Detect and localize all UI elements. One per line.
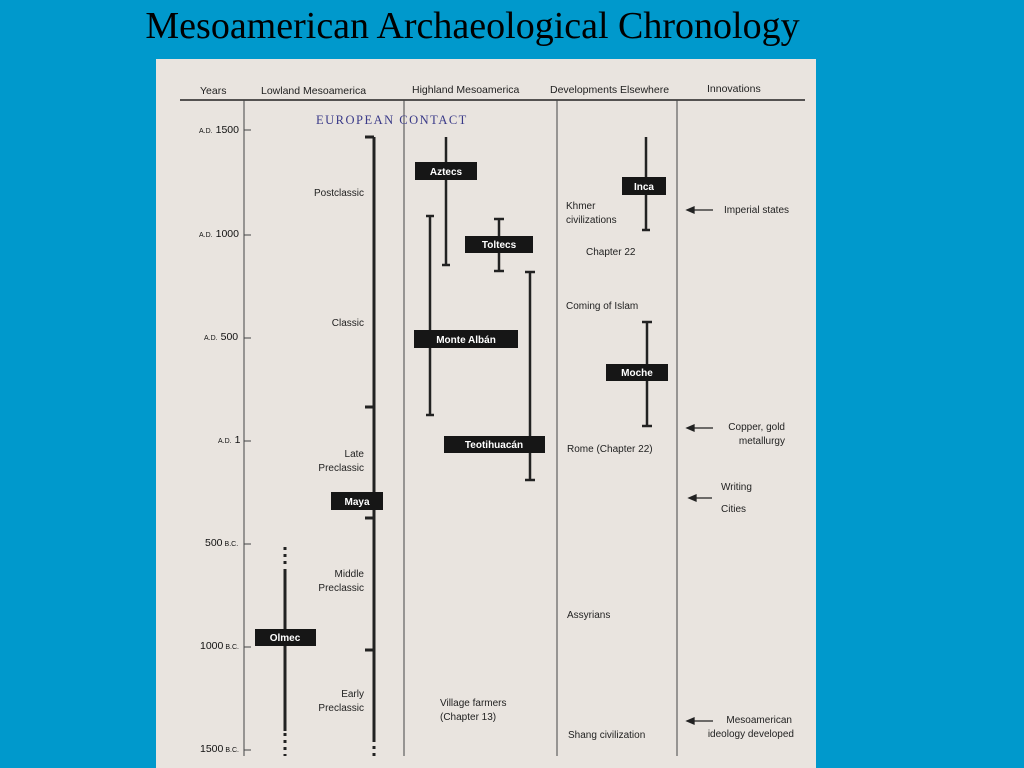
innovation-copper [728, 422, 785, 447]
svg-text:Mesoamerican: Mesoamerican [726, 715, 792, 726]
culture-box-moche [606, 364, 668, 381]
svg-text:Olmec: Olmec [269, 633, 301, 644]
year-1000ad [199, 228, 251, 240]
header-lowland: Lowland Mesoamerica [261, 85, 367, 97]
chronology-diagram [156, 59, 816, 768]
shang-label: Shang civilization [568, 730, 646, 741]
header-years: Years [200, 85, 227, 97]
svg-text:Preclassic: Preclassic [318, 583, 364, 594]
svg-text:Aztecs: Aztecs [429, 167, 463, 178]
svg-text:civilizations: civilizations [566, 215, 617, 226]
innovation-writing: Writing [721, 482, 752, 493]
period-classic: Classic [331, 318, 364, 329]
chronology-chart [156, 59, 816, 768]
arrow-imperial [687, 207, 713, 213]
svg-text:1500B.C.: 1500 B.C. [200, 743, 239, 755]
period-middle-preclassic [318, 569, 364, 594]
year-1500ad [199, 124, 251, 136]
svg-text:Preclassic: Preclassic [318, 463, 364, 474]
culture-box-toltecs [465, 236, 533, 253]
period-postclassic: Postclassic [313, 188, 364, 199]
period-early-preclassic [318, 689, 364, 714]
svg-text:A.D.1500: A.D. 1500 [199, 124, 239, 136]
svg-text:(Chapter 13): (Chapter 13) [440, 712, 497, 723]
lowland-period-line [365, 137, 374, 756]
culture-box-maya [331, 492, 383, 510]
period-late-preclassic [318, 449, 364, 474]
slide-title: Mesoamerican Archaeological Chronology [145, 5, 800, 47]
culture-box-monte-alban [414, 330, 518, 348]
svg-text:A.D.1: A.D. 1 [218, 434, 241, 446]
svg-text:500B.C.: 500 B.C. [205, 537, 239, 549]
svg-text:Khmer: Khmer [566, 201, 596, 212]
innovation-ideology [708, 715, 794, 740]
chapter22-label: Chapter 22 [586, 247, 636, 258]
european-contact-label: EUROPEAN CONTACT [316, 113, 468, 127]
culture-box-aztecs [415, 162, 477, 180]
assyrians-label: Assyrians [567, 610, 611, 621]
year-1000bc [200, 640, 251, 652]
culture-box-inca [622, 177, 666, 195]
year-1500bc [200, 743, 251, 755]
arrow-ideology [687, 718, 713, 724]
svg-text:Monte Albán: Monte Albán [436, 335, 496, 346]
svg-text:Late: Late [344, 449, 364, 460]
rome-label: Rome (Chapter 22) [567, 444, 653, 455]
khmer-label [566, 201, 617, 226]
header-elsewhere: Developments Elsewhere [550, 84, 670, 96]
svg-text:Early: Early [341, 689, 364, 700]
village-farmers-label [440, 698, 507, 723]
svg-text:Teotihuacán: Teotihuacán [464, 440, 524, 451]
monte-alban-line [426, 216, 434, 415]
culture-box-olmec [255, 629, 316, 646]
svg-text:Toltecs: Toltecs [481, 240, 517, 251]
svg-text:Preclassic: Preclassic [318, 703, 364, 714]
svg-text:Moche: Moche [621, 368, 653, 379]
svg-text:Village farmers: Village farmers [440, 698, 507, 709]
arrow-writing [689, 495, 712, 501]
innovation-imperial: Imperial states [724, 205, 790, 216]
svg-text:ideology developed: ideology developed [707, 729, 794, 740]
svg-text:Inca: Inca [633, 182, 655, 193]
arrow-copper [687, 425, 713, 431]
culture-box-teotihuacan [444, 436, 545, 453]
year-1ad [218, 434, 251, 446]
svg-text:Middle: Middle [334, 569, 364, 580]
islam-label: Coming of Islam [566, 301, 639, 312]
svg-text:A.D.1000: A.D. 1000 [199, 228, 239, 240]
innovation-cities: Cities [721, 504, 747, 515]
svg-text:Maya: Maya [344, 497, 370, 508]
svg-text:1000B.C.: 1000 B.C. [200, 640, 239, 652]
header-highland: Highland Mesoamerica [412, 84, 520, 96]
header-innovations: Innovations [707, 83, 761, 95]
svg-text:Copper, gold: Copper, gold [728, 422, 785, 433]
svg-text:metallurgy: metallurgy [738, 436, 785, 447]
aztecs-line [442, 137, 450, 265]
svg-text:A.D.500: A.D. 500 [204, 331, 239, 343]
